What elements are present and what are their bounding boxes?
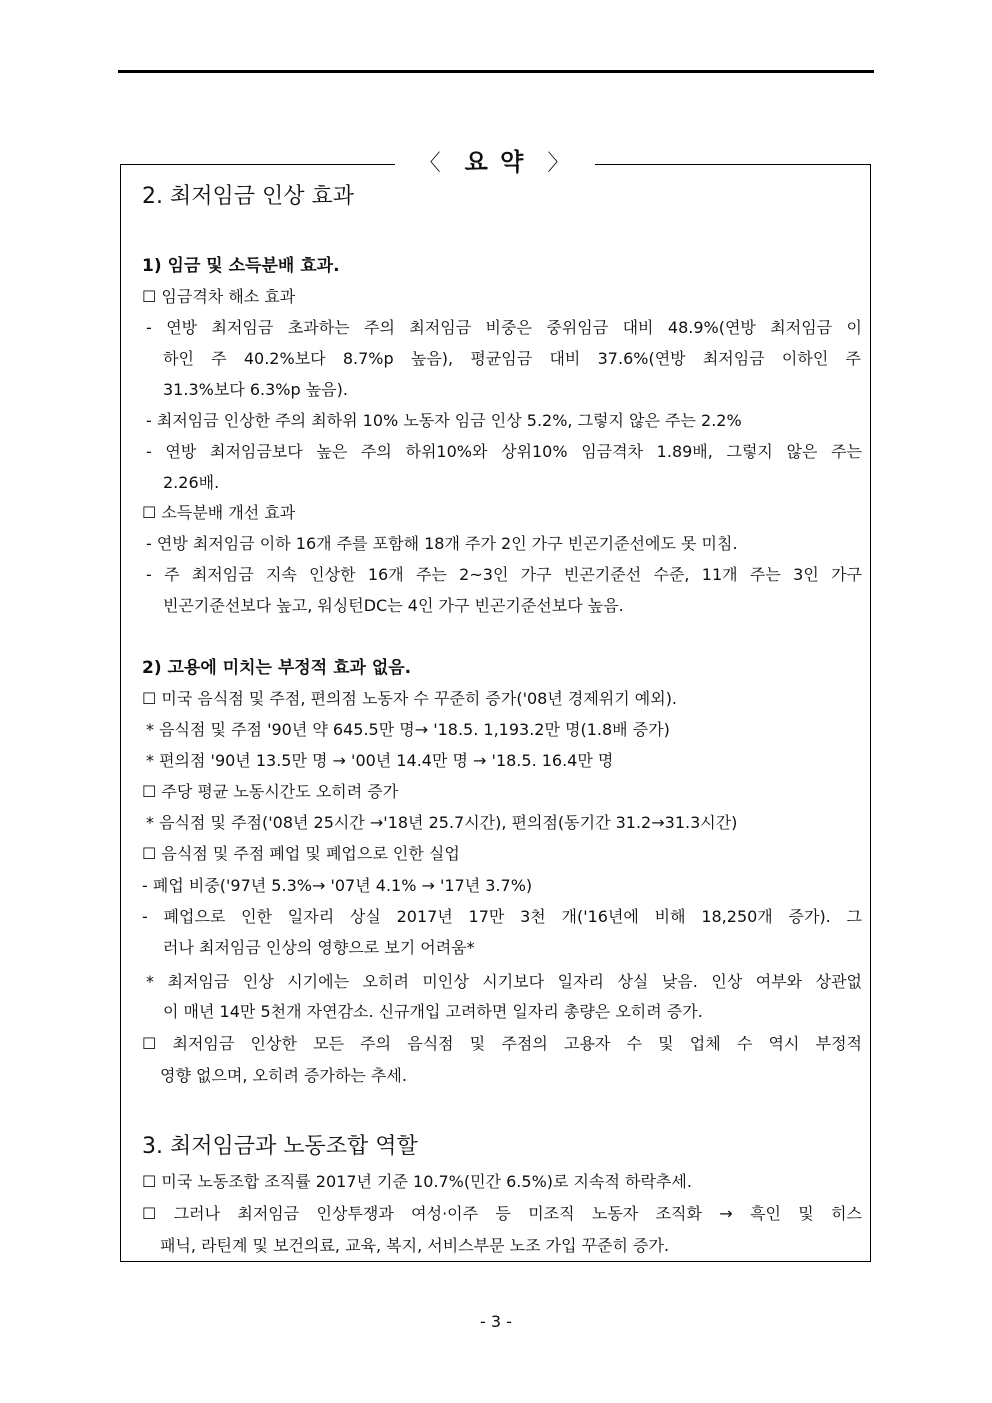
note-line: * 음식점 및 주점('08년 25시간 →'18년 25.7시간), 편의점(동기간 31.2→31.3시간) <box>146 813 738 832</box>
header-rule <box>118 70 874 73</box>
bullet-line: 하인 주 40.2%보다 8.7%p 높음), 평균임금 대비 37.6%(연방 최저임금 이하인 주 <box>163 349 861 368</box>
bullet-line: - 연방 최저임금 이하 16개 주를 포함해 18개 주가 2인 가구 빈곤기준선에도 못 미침. <box>146 534 738 553</box>
checkbox-item: ☐ 미국 노동조합 조직률 2017년 기준 10.7%(민간 6.5%)로 지속적 하락추세. <box>142 1172 692 1191</box>
bullet-line: - 연방 최저임금보다 높은 주의 하위10%와 상위10% 임금격차 1.89배, 그렇지 않은 주는 <box>146 442 862 461</box>
note-line: * 음식점 및 주점 '90년 약 645.5만 명→ '18.5. 1,193.2만 명(1.8배 증가) <box>146 720 670 739</box>
subsection-1-heading: 1) 임금 및 소득분배 효과. <box>142 256 340 276</box>
checkbox-item: ☐ 주당 평균 노동시간도 오히려 증가 <box>142 782 399 801</box>
note-line: * 최저임금 인상 시기에는 오히려 미인상 시기보다 일자리 상실 낮음. 인상 여부와 상관없 <box>146 972 862 991</box>
checkbox-item: ☐ 그러나 최저임금 인상투쟁과 여성·이주 등 미조직 노동자 조직화 → 흑인 및 히스 <box>142 1204 862 1223</box>
bullet-line: 러나 최저임금 인상의 영향으로 보기 어려움* <box>163 938 475 957</box>
checkbox-item-wage-gap: ☐ 임금격차 해소 효과 <box>142 287 296 306</box>
checkbox-item-cont: 패닉, 라틴계 및 보건의료, 교육, 복지, 서비스부문 노조 가입 꾸준히 증가. <box>160 1236 670 1255</box>
bullet-line: - 폐업으로 인한 일자리 상실 2017년 17만 3천 개('16년에 비해 18,250개 증가). 그 <box>142 907 862 926</box>
note-line: 이 매년 14만 5천개 자연감소. 신규개입 고려하면 일자리 총량은 오히려 증가. <box>163 1002 703 1021</box>
left-bracket: 〈 <box>418 151 443 176</box>
bullet-line: 31.3%보다 6.3%p 높음). <box>163 380 348 399</box>
checkbox-item: ☐ 음식점 및 주점 폐업 및 폐업으로 인한 실업 <box>142 844 460 863</box>
bullet-line: - 연방 최저임금 초과하는 주의 최저임금 비중은 중위임금 대비 48.9%(연방 최저임금 이 <box>146 318 862 337</box>
bullet-line: - 폐업 비중('97년 5.3%→ '07년 4.1% → '17년 3.7%) <box>142 876 533 895</box>
summary-title-text: 요 약 <box>464 148 526 176</box>
right-bracket: 〉 <box>547 151 572 176</box>
bullet-line: - 주 최저임금 지속 인상한 16개 주는 2~3인 가구 빈곤기준선 수준, 11개 주는 3인 가구 <box>146 565 862 584</box>
checkbox-item: ☐ 미국 음식점 및 주점, 편의점 노동자 수 꾸준히 증가('08년 경제위기 예외). <box>142 689 678 708</box>
bullet-line: 빈곤기준선보다 높고, 워싱턴DC는 4인 가구 빈곤기준선보다 높음. <box>163 596 624 615</box>
checkbox-item-cont: 영향 없으며, 오히려 증가하는 추세. <box>160 1066 407 1085</box>
summary-box-title <box>395 144 595 180</box>
bullet-line: 2.26배. <box>163 473 220 492</box>
checkbox-item: ☐ 최저임금 인상한 모든 주의 음식점 및 주점의 고용자 수 및 업체 수 역시 부정적 <box>142 1034 862 1053</box>
checkbox-item-income: ☐ 소득분배 개선 효과 <box>142 503 296 522</box>
page-number: - 3 - <box>480 1312 512 1331</box>
subsection-2-heading: 2) 고용에 미치는 부정적 효과 없음. <box>142 658 412 678</box>
bullet-line: - 최저임금 인상한 주의 최하위 10% 노동자 임금 인상 5.2%, 그렇지 않은 주는 2.2% <box>146 411 742 430</box>
note-line: * 편의점 '90년 13.5만 명 → '00년 14.4만 명 → '18.5. 16.4만 명 <box>146 751 614 770</box>
section-3-heading: 3. 최저임금과 노동조합 역할 <box>142 1134 418 1159</box>
section-2-heading: 2. 최저임금 인상 효과 <box>142 184 354 209</box>
